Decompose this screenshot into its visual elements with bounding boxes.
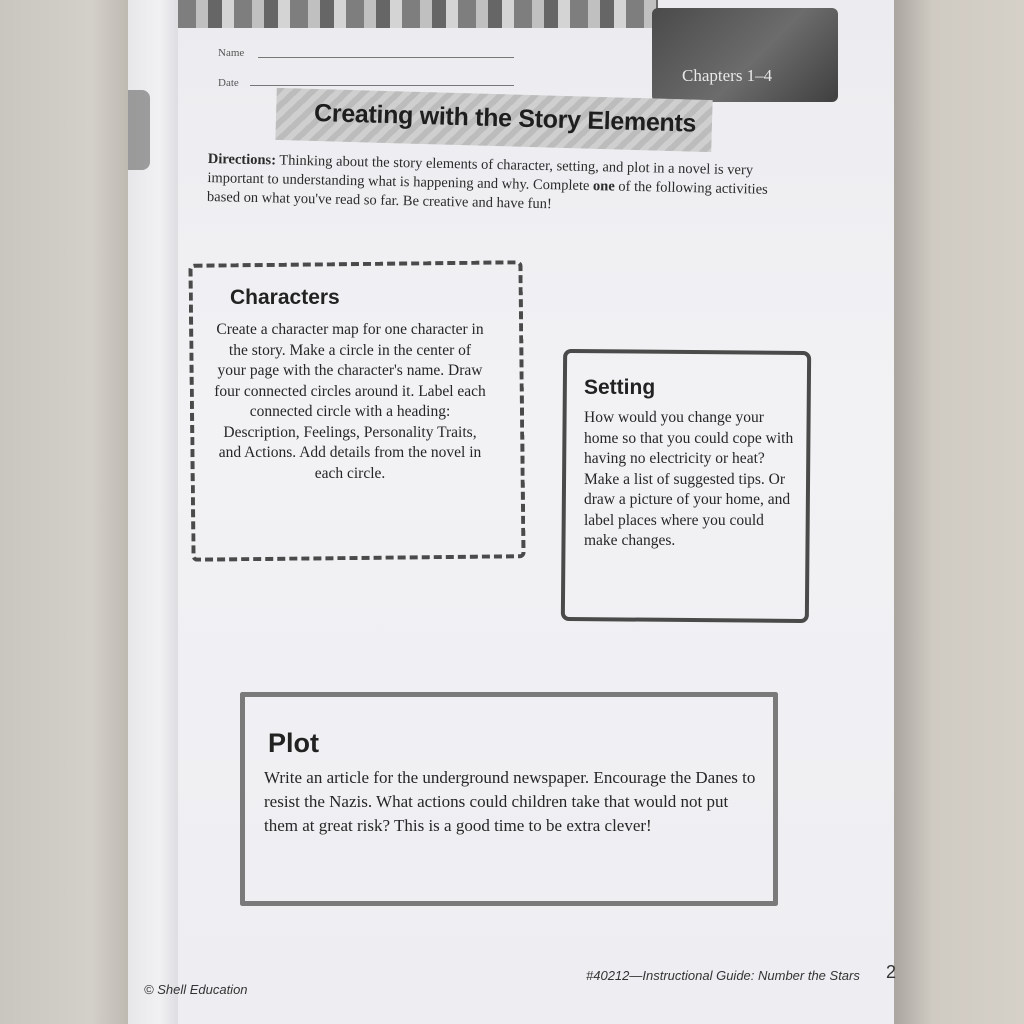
plot-border-left: [240, 692, 245, 906]
directions-emphasis: one: [592, 178, 615, 195]
worksheet-page: [178, 0, 897, 1024]
decorative-header-band: [178, 0, 658, 28]
facing-page-illustration: [128, 90, 150, 170]
page-number: 2: [886, 962, 897, 982]
plot-text: Write an article for the underground newspaper. Encourage the Danes to resist the Nazis. What actions could children take that would not put them at great risk? This is a good time to be extra clever!: [264, 768, 756, 835]
directions-text-2: of the following activities based on what you've read so far. Be creative and have fun!: [206, 178, 768, 213]
characters-title: Characters: [230, 286, 340, 309]
directions: [207, 150, 788, 219]
publisher-credit: © Shell Education: [144, 982, 248, 997]
chapters-tab-label: Chapters 1–4: [682, 66, 773, 85]
title-banner: [275, 88, 712, 152]
background-right: [893, 0, 1024, 1024]
date-line[interactable]: [250, 85, 514, 86]
characters-text: Create a character map for one character in the story. Make a circle in the center of your page with the character's name. Draw four connected circles around it. Label each connected circle with a heading: Description, Feelings, Personality Traits, and Actions. Add details from the novel in each circle.: [214, 321, 486, 482]
page-title: Creating with the Story Elements: [313, 98, 697, 138]
background-left: [0, 0, 130, 1024]
name-line[interactable]: [258, 57, 514, 58]
plot-border-right: [773, 692, 778, 906]
name-label: Name: [218, 47, 245, 59]
guide-title: #40212—Instructional Guide: Number the Stars: [586, 968, 860, 983]
plot-border-top: [240, 692, 778, 697]
setting-title: Setting: [584, 376, 656, 399]
plot-border-bottom: [240, 901, 778, 906]
chapters-tab: [652, 8, 838, 102]
directions-text-1: Thinking about the story elements of character, setting, and plot in a novel is very important to understanding what is happening and why. Complete: [207, 152, 754, 195]
directions-label: Directions:: [207, 150, 277, 169]
setting-text: How would you change your home so that you could cope with having no electricity or heat? Make a list of suggested tips. Or draw a picture of your home, and label places where you could make changes.: [584, 409, 794, 549]
facing-page-edge: [128, 0, 181, 1024]
plot-title: Plot: [268, 728, 319, 758]
date-label: Date: [218, 77, 239, 89]
